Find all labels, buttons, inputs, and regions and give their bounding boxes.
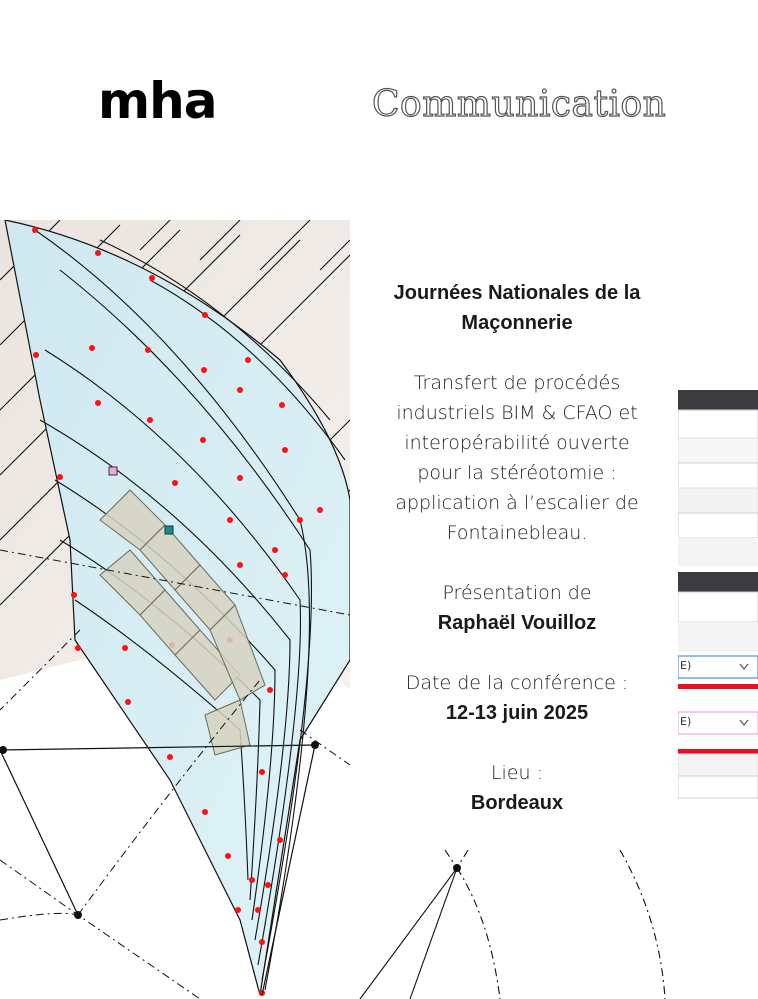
place-name: Bordeaux [470, 792, 564, 814]
event-title: Journées Nationales de la Maçonnerie [393, 282, 641, 334]
cad-properties-panel [678, 390, 758, 800]
presenter-label: Présentation de [442, 582, 592, 604]
cad-dropdown-1: E) [680, 659, 692, 672]
topic-line: application à l’escalier de [395, 492, 639, 514]
geometric-arcs-illustration [350, 850, 670, 999]
pink-handle-icon [109, 467, 117, 475]
date-label: Date de la conférence : [405, 672, 629, 694]
topic-line: pour la stéréotomie : [417, 462, 617, 484]
topic-line: Fontainebleau. [446, 522, 588, 544]
mha-logo: mha [98, 72, 217, 130]
topic-line: Transfert de procédés [413, 372, 621, 394]
section-title: Communication [372, 84, 667, 125]
presenter-name: Raphaël Vouilloz [437, 612, 597, 634]
cad-stairs-illustration [0, 220, 350, 999]
conference-date: 12-13 juin 2025 [445, 702, 589, 724]
teal-handle-icon [165, 526, 173, 534]
topic-line: interopérabilité ouverte [404, 432, 630, 454]
cad-dropdown-2: E) [680, 715, 692, 728]
place-label: Lieu : [490, 762, 544, 784]
event-info [370, 278, 664, 818]
topic-line: industriels BIM & CFAO et [396, 402, 638, 424]
